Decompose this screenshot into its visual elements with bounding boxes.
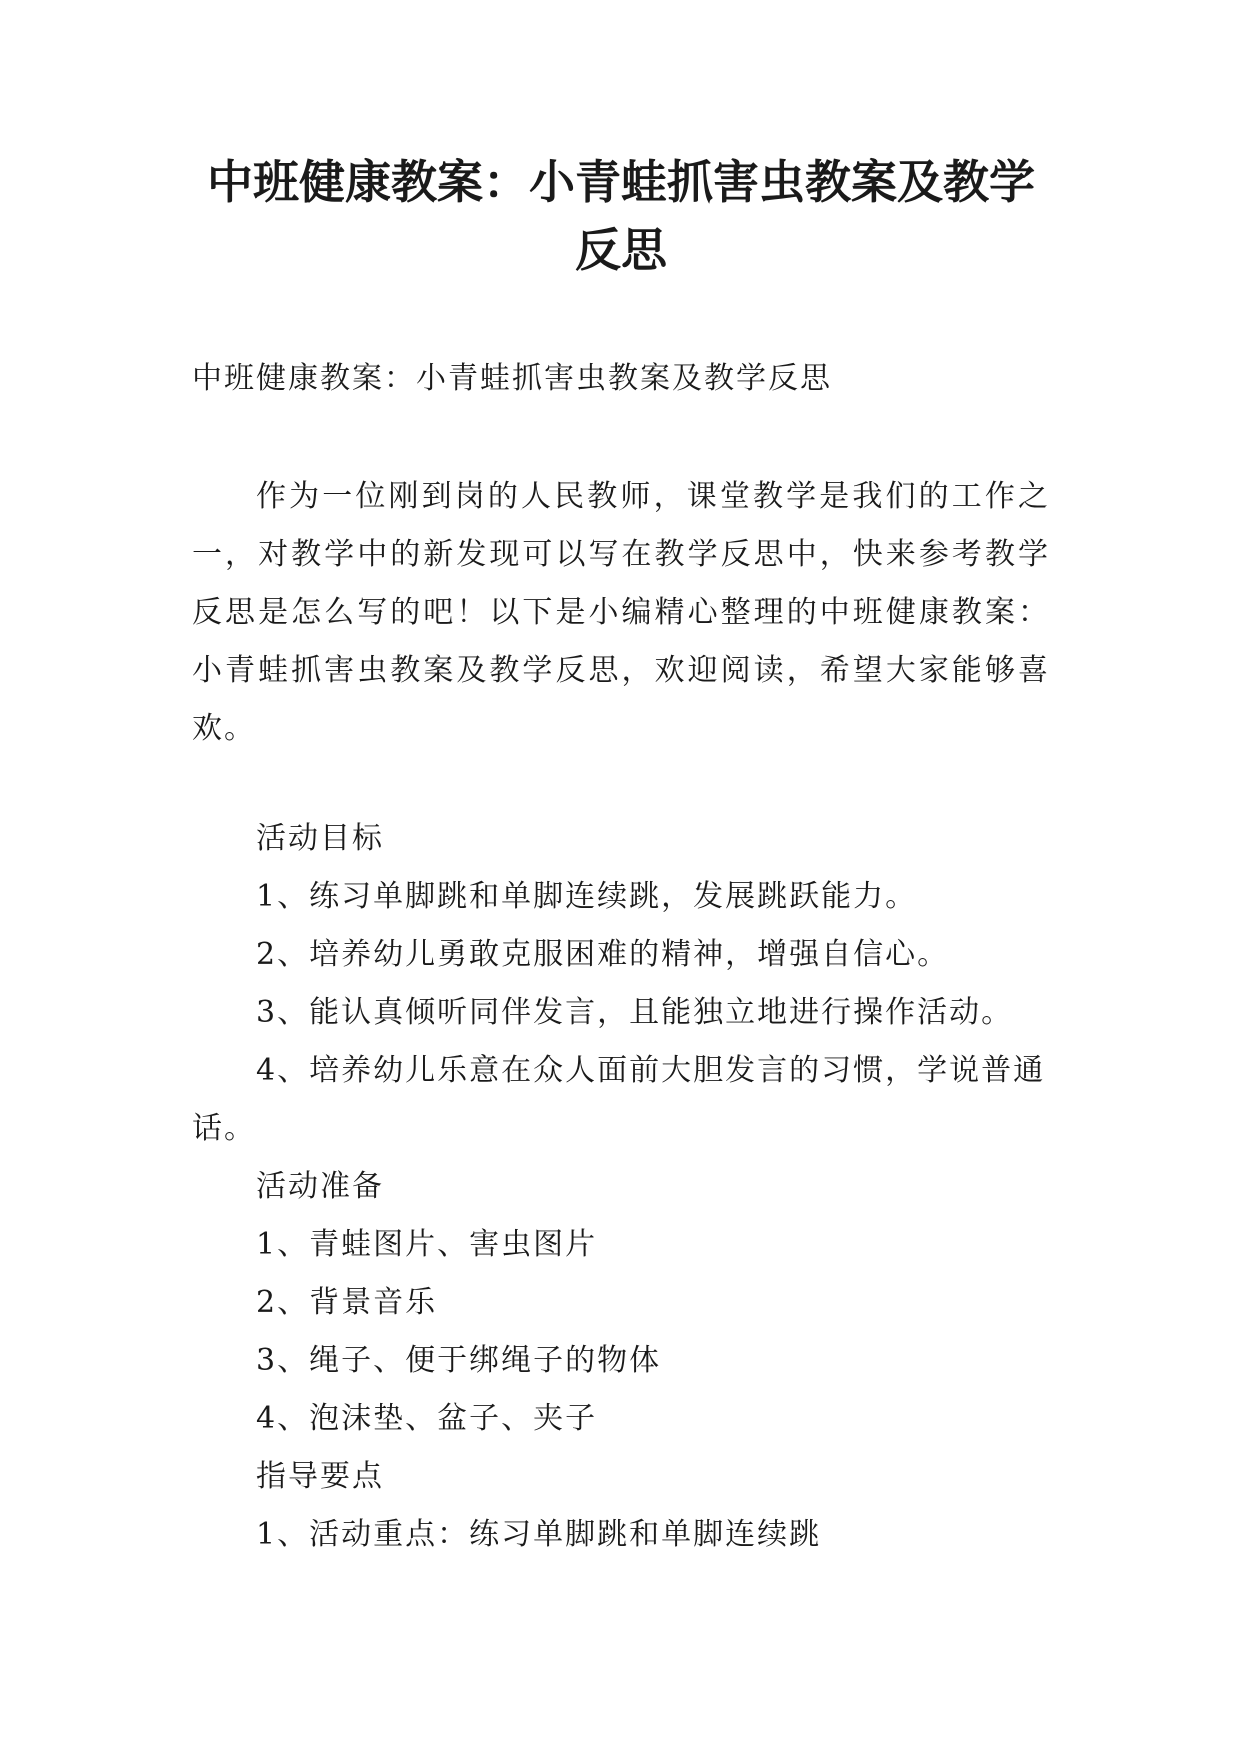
lesson-sections (192, 810, 1050, 1564)
prep-heading: 活动准备 (256, 1169, 384, 1204)
document-title: 中班健康教案：小青蛙抓害虫教案及教学反思 (207, 155, 1035, 277)
prep-item: 1、青蛙图片、害虫图片 (256, 1227, 598, 1262)
prep-item: 3、绳子、便于绑绳子的物体 (256, 1343, 662, 1378)
intro-paragraph: 作为一位刚到岗的人民教师，课堂教学是我们的工作之一，对教学中的新发现可以写在教学反思中，快来参考教学反思是怎么写的吧！以下是小编精心整理的中班健康教案：小青蛙抓害虫教案及教学反思，欢迎阅读，希望大家能够喜欢。 (192, 479, 1050, 746)
document-subtitle: 中班健康教案：小青蛙抓害虫教案及教学反思 (192, 361, 832, 396)
goal-item: 4、培养幼儿乐意在众人面前大胆发言的习惯，学说普通话。 (192, 1053, 1046, 1146)
guide-item: 1、活动重点：练习单脚跳和单脚连续跳 (256, 1517, 822, 1552)
goal-item: 2、培养幼儿勇敢克服困难的精神，增强自信心。 (256, 937, 950, 972)
goals-heading: 活动目标 (256, 821, 384, 856)
goal-item: 3、能认真倾听同伴发言，且能独立地进行操作活动。 (256, 995, 1014, 1030)
guide-heading: 指导要点 (256, 1459, 384, 1494)
goal-item: 1、练习单脚跳和单脚连续跳，发展跳跃能力。 (256, 879, 918, 914)
prep-item: 2、背景音乐 (256, 1285, 438, 1320)
prep-item: 4、泡沫垫、盆子、夹子 (256, 1401, 598, 1436)
